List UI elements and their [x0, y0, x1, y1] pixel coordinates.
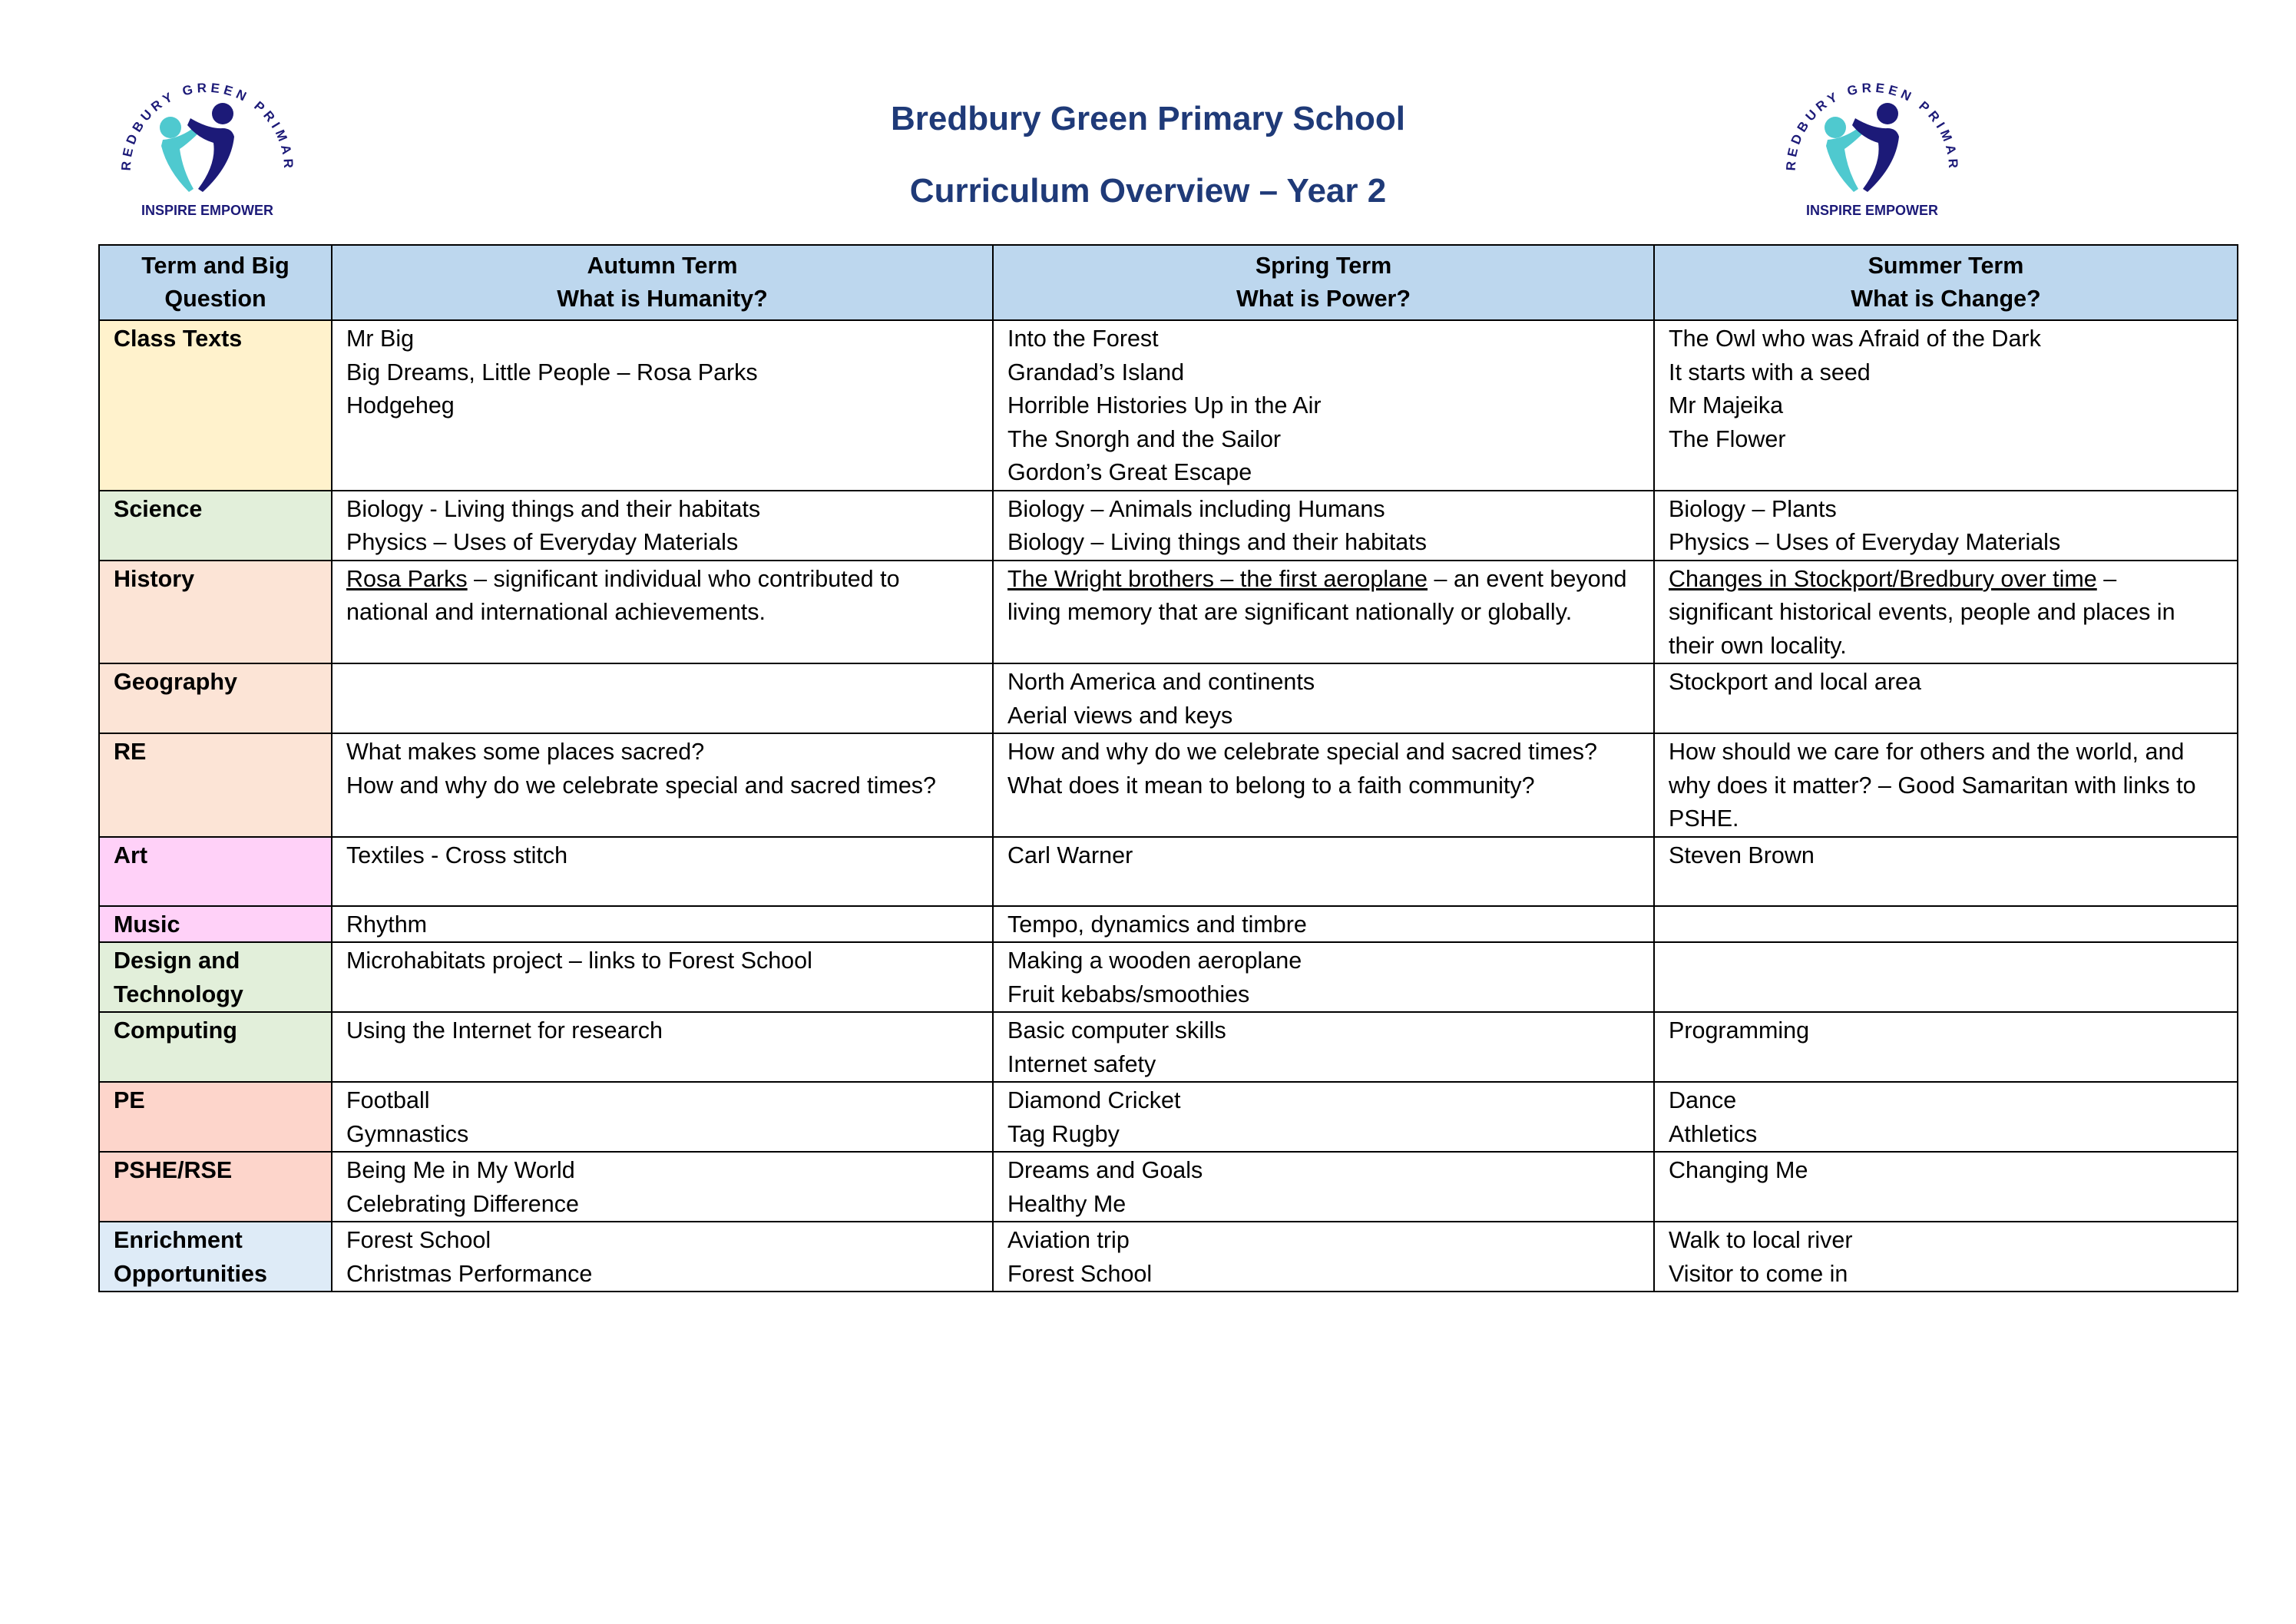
- header-line: What is Change?: [1851, 286, 2041, 312]
- table-row: [99, 320, 2238, 491]
- underlined-topic: The Wright brothers – the first aeroplane: [1007, 565, 1428, 592]
- header-line: Summer Term: [1868, 252, 2024, 279]
- cell-summer: [1654, 1012, 2238, 1082]
- cell-line: Football: [346, 1087, 430, 1113]
- cell-line: How and why do we celebrate special and sacred times?: [346, 772, 936, 799]
- logo-motto: INSPIRE EMPOWER: [141, 203, 274, 218]
- cell-line: Diamond Cricket: [1007, 1087, 1181, 1113]
- cell-line: Rhythm: [346, 911, 428, 938]
- cell-line: Aviation trip: [1007, 1227, 1130, 1253]
- cell-line: How should we care for others and the world, and why does it matter? – Good Samaritan with links to PSHE.: [1669, 739, 2196, 832]
- cell-line: Changing Me: [1669, 1157, 1808, 1183]
- cell-line: Mr Majeika: [1669, 392, 1784, 418]
- cell-line: What does it mean to belong to a faith community?: [1007, 772, 1535, 799]
- cell-line: What makes some places sacred?: [346, 739, 705, 765]
- cell-summer: [1654, 561, 2238, 664]
- subject-label: Computing: [99, 1012, 332, 1082]
- cell-autumn: [332, 1012, 993, 1082]
- cell-line: Programming: [1669, 1017, 1810, 1044]
- cell-spring: [993, 837, 1654, 906]
- cell-line: Steven Brown: [1669, 842, 1815, 868]
- cell-summer: [1654, 906, 2238, 943]
- cell-line: Dreams and Goals: [1007, 1157, 1203, 1183]
- cell-line: The Flower: [1669, 425, 1786, 452]
- cell-spring: [993, 1152, 1654, 1222]
- cell-spring: [993, 942, 1654, 1012]
- cell-spring: [993, 1012, 1654, 1082]
- table-row: [99, 1012, 2238, 1082]
- table-header-row: [99, 245, 2238, 320]
- cell-line: The Owl who was Afraid of the Dark: [1669, 326, 2041, 352]
- subject-label: Art: [99, 837, 332, 906]
- cell-autumn: [332, 837, 993, 906]
- column-header-summer: [1654, 245, 2238, 320]
- cell-summer: [1654, 663, 2238, 733]
- table-row: [99, 1082, 2238, 1152]
- cell-line: Aerial views and keys: [1007, 702, 1233, 729]
- cell-line: Biology – Living things and their habitats: [1007, 529, 1427, 555]
- header-line: Term and Big: [141, 252, 289, 279]
- cell-spring: [993, 491, 1654, 561]
- cell-line: Internet safety: [1007, 1050, 1156, 1077]
- cell-line: Biology - Living things and their habitats: [346, 495, 761, 522]
- cell-line: [346, 563, 978, 630]
- subject-label: PSHE/RSE: [99, 1152, 332, 1222]
- page-title: Curriculum Overview – Year 2: [909, 172, 1387, 210]
- cell-line: Visitor to come in: [1669, 1260, 1848, 1287]
- cell-line: How and why do we celebrate special and sacred times?: [1007, 739, 1597, 765]
- cell-summer: [1654, 1222, 2238, 1292]
- cell-line: Basic computer skills: [1007, 1017, 1226, 1044]
- cell-autumn: [332, 561, 993, 664]
- cell-line: Forest School: [346, 1227, 491, 1253]
- cell-autumn: [332, 1152, 993, 1222]
- cell-line: Being Me in My World: [346, 1157, 575, 1183]
- cell-summer: [1654, 1152, 2238, 1222]
- cell-spring: [993, 906, 1654, 943]
- cell-autumn: [332, 491, 993, 561]
- cell-line: Stockport and local area: [1669, 669, 1921, 695]
- underlined-topic: Changes in Stockport/Bredbury over time: [1669, 565, 2097, 592]
- cell-line: Fruit kebabs/smoothies: [1007, 981, 1250, 1007]
- cell-autumn: [332, 906, 993, 943]
- cell-line: [1007, 563, 1639, 630]
- table-row: [99, 733, 2238, 837]
- cell-line: Hodgeheg: [346, 392, 455, 418]
- cell-line: Healthy Me: [1007, 1190, 1126, 1217]
- subject-label: Enrichment Opportunities: [99, 1222, 332, 1292]
- cell-line: The Snorgh and the Sailor: [1007, 425, 1282, 452]
- cell-summer: [1654, 837, 2238, 906]
- underlined-topic: Rosa Parks: [346, 565, 468, 592]
- cell-spring: [993, 1082, 1654, 1152]
- cell-line: Physics – Uses of Everyday Materials: [346, 529, 739, 555]
- cell-autumn: [332, 663, 993, 733]
- logo-arc-text: REDBURY GREEN PRIMAR: [1783, 80, 1961, 172]
- cell-line: Grandad’s Island: [1007, 359, 1185, 385]
- cell-line: Biology – Animals including Humans: [1007, 495, 1385, 522]
- table-row: [99, 837, 2238, 906]
- table-row: [99, 906, 2238, 943]
- cell-spring: [993, 663, 1654, 733]
- subject-label: Geography: [99, 663, 332, 733]
- cell-line: Physics – Uses of Everyday Materials: [1669, 529, 2061, 555]
- cell-summer: [1654, 733, 2238, 837]
- cell-line: Into the Forest: [1007, 326, 1159, 352]
- column-header-autumn: [332, 245, 993, 320]
- subject-label: Design and Technology: [99, 942, 332, 1012]
- cell-summer: [1654, 491, 2238, 561]
- logo-arc-text: REDBURY GREEN PRIMAR: [118, 80, 296, 172]
- cell-line: Horrible Histories Up in the Air: [1007, 392, 1322, 418]
- cell-line: Forest School: [1007, 1260, 1153, 1287]
- header-line: Question: [164, 286, 266, 312]
- cell-line: Christmas Performance: [346, 1260, 593, 1287]
- cell-autumn: [332, 320, 993, 491]
- table-row: [99, 942, 2238, 1012]
- header-line: What is Humanity?: [557, 286, 768, 312]
- subject-label: PE: [99, 1082, 332, 1152]
- column-header-term: [99, 245, 332, 320]
- cell-autumn: [332, 1222, 993, 1292]
- table-row: [99, 663, 2238, 733]
- cell-spring: [993, 1222, 1654, 1292]
- header-line: Autumn Term: [587, 252, 738, 279]
- cell-line: It starts with a seed: [1669, 359, 1871, 385]
- header-line: What is Power?: [1236, 286, 1411, 312]
- table-row: [99, 1222, 2238, 1292]
- cell-autumn: [332, 733, 993, 837]
- cell-line: Athletics: [1669, 1120, 1758, 1147]
- table-row: [99, 491, 2238, 561]
- cell-line: Gymnastics: [346, 1120, 469, 1147]
- cell-summer: [1654, 942, 2238, 1012]
- cell-spring: [993, 320, 1654, 491]
- cell-line: Biology – Plants: [1669, 495, 1837, 522]
- cell-line: Celebrating Difference: [346, 1190, 579, 1217]
- cell-line: Big Dreams, Little People – Rosa Parks: [346, 359, 758, 385]
- cell-line: Using the Internet for research: [346, 1017, 663, 1044]
- topic-description: – significant historical events, people and places in their own locality.: [1669, 565, 2175, 659]
- subject-label: Music: [99, 906, 332, 943]
- cell-line: Tag Rugby: [1007, 1120, 1120, 1147]
- table-row: [99, 561, 2238, 664]
- subject-label: RE: [99, 733, 332, 837]
- subject-label: Science: [99, 491, 332, 561]
- cell-summer: [1654, 1082, 2238, 1152]
- logo-motto: INSPIRE EMPOWER: [1805, 203, 1939, 218]
- cell-line: North America and continents: [1007, 669, 1315, 695]
- cell-spring: [993, 561, 1654, 664]
- cell-summer: [1654, 320, 2238, 491]
- cell-line: Dance: [1669, 1087, 1737, 1113]
- subject-label: History: [99, 561, 332, 664]
- cell-line: Mr Big: [346, 326, 415, 352]
- cell-line: Microhabitats project – links to Forest School: [346, 948, 812, 974]
- cell-line: Carl Warner: [1007, 842, 1133, 868]
- school-name: Bredbury Green Primary School: [891, 100, 1405, 137]
- cell-line: [1669, 563, 2223, 663]
- cell-line: Making a wooden aeroplane: [1007, 948, 1302, 974]
- header-line: Spring Term: [1255, 252, 1392, 279]
- subject-label: Class Texts: [99, 320, 332, 491]
- curriculum-table: [98, 244, 2238, 1292]
- column-header-spring: [993, 245, 1654, 320]
- topic-description: – significant individual who contributed to national and international achievements.: [346, 565, 900, 625]
- cell-line: Gordon’s Great Escape: [1007, 459, 1252, 485]
- cell-autumn: [332, 942, 993, 1012]
- cell-line: Walk to local river: [1669, 1227, 1853, 1253]
- cell-line: Tempo, dynamics and timbre: [1007, 911, 1307, 938]
- table-row: [99, 1152, 2238, 1222]
- cell-line: Textiles - Cross stitch: [346, 842, 568, 868]
- cell-autumn: [332, 1082, 993, 1152]
- cell-spring: [993, 733, 1654, 837]
- topic-description: – an event beyond living memory that are significant nationally or globally.: [1007, 565, 1627, 625]
